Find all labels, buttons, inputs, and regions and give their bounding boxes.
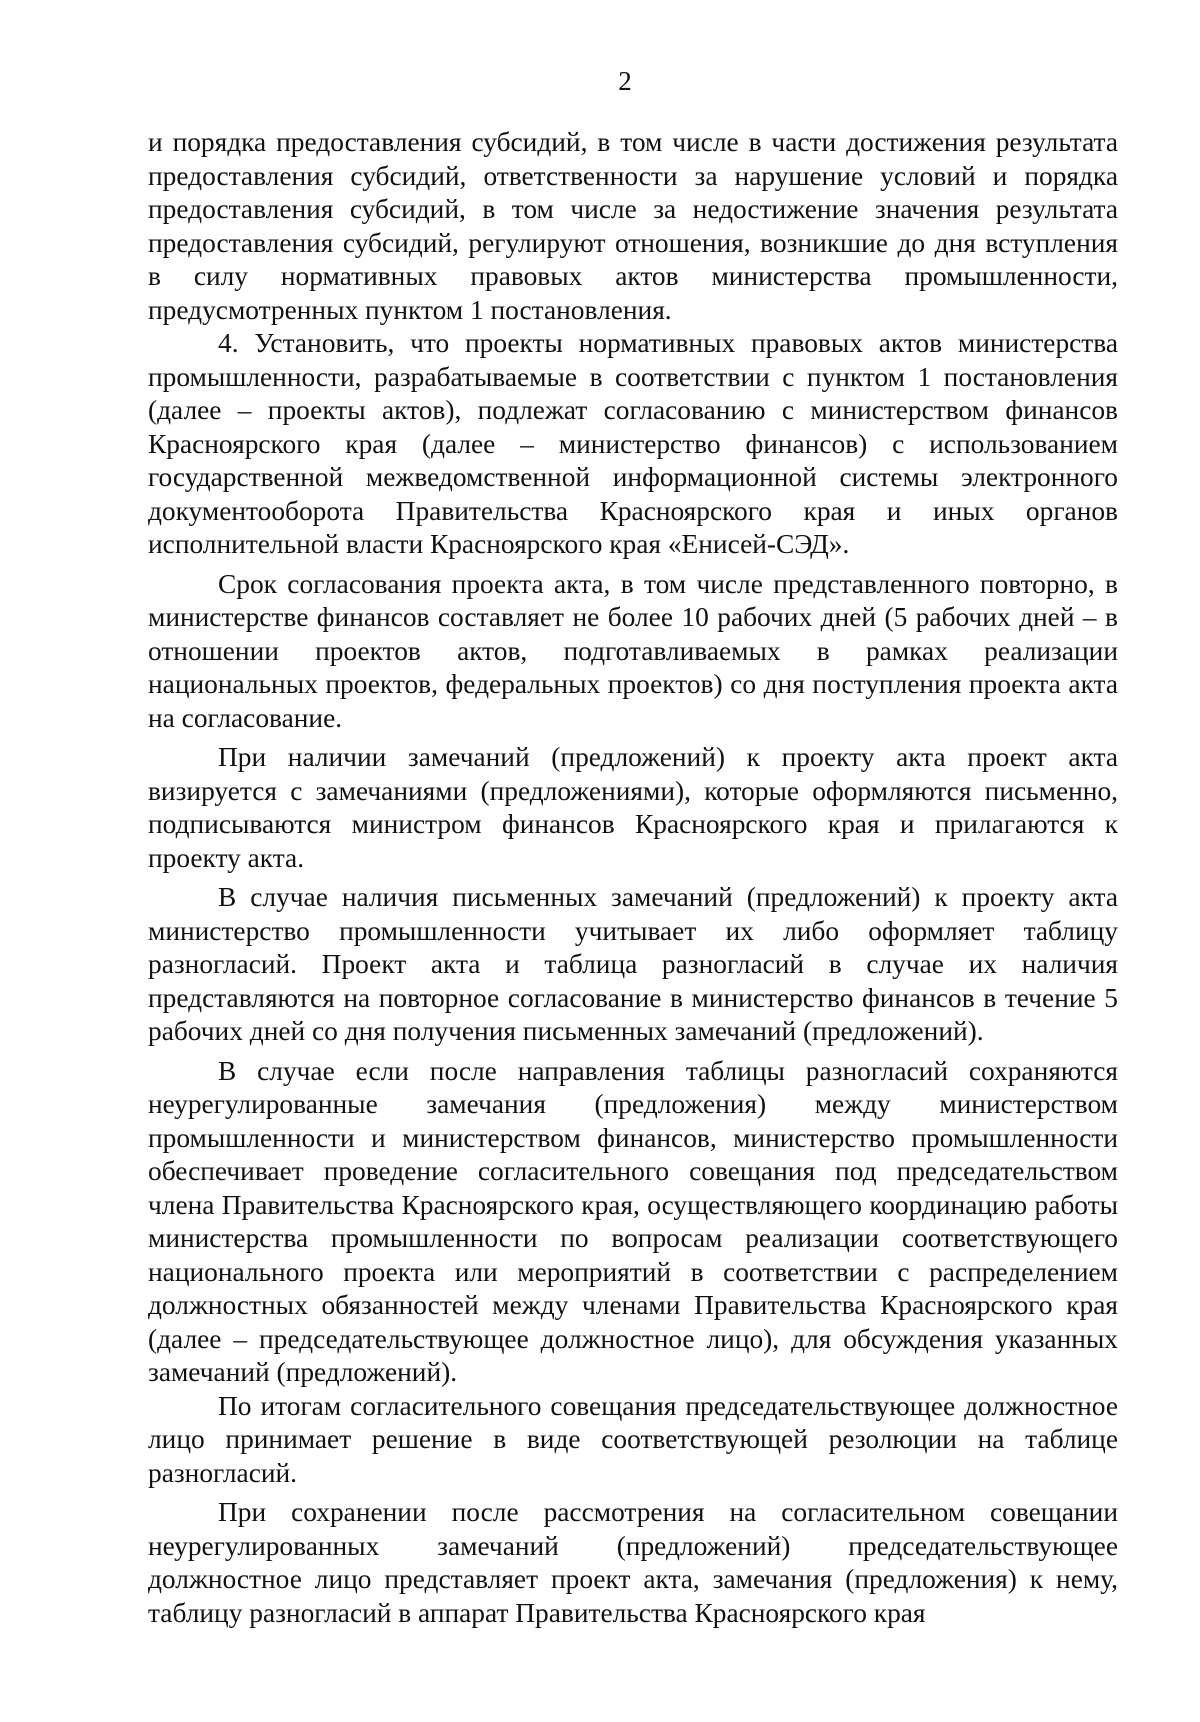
paragraph-remarks: При наличии замечаний (предложений) к проекту акта проект акта визируется с замечаниями (предложениями), которые оформляются письменно, подписываются министром финансов Красноярского края и прилагаются к проекту акта.: [148, 742, 1118, 873]
document-body: [148, 126, 1118, 1630]
paragraph-approval-term: Срок согласования проекта акта, в том числе представленного повторно, в министерстве финансов составляет не более 10 рабочих дней (5 рабочих дней – в отношении проектов актов, подготавливаемых в рамках реализации национальных проектов, федеральных проектов) со дня поступления проекта акта на согласование.: [148, 568, 1118, 733]
paragraph-disagreements: В случае если после направления таблицы разногласий сохраняются неурегулированные замечания (предложения) между министерством промышленности и министерством финансов, министерство промышленности обеспечивает проведение согласительного совещания под председательством члена Правительства Красноярского края, осуществляющего координацию работы министерства промышленности по вопросам реализации соответствующего национального проекта или мероприятий в соответствии с распределением должностных обязанностей между членами Правительства Красноярского края (далее – председательствующее должностное лицо), для обсуждения указанных замечаний (предложений).: [148, 1055, 1118, 1387]
paragraph-continuation: и порядка предоставления субсидий, в том числе в части достижения результата предоставления субсидий, ответственности за нарушение условий и порядка предоставления субсидий, в том числе за недостижение значения результата предоставления субсидий, регулируют отношения, возникшие до дня вступления в силу нормативных правовых актов министерства промышленности, предусмотренных пунктом 1 постановления.: [148, 127, 1118, 325]
paragraph-meeting-results: По итогам согласительного совещания председательствующее должностное лицо принимает решение в виде соответствующей резолюции на таблице разногласий.: [148, 1390, 1118, 1488]
paragraph-unresolved-remarks: При сохранении после рассмотрения на согласительном совещании неурегулированных замечаний (предложений) председательствующее должностное лицо представляет проект акта, замечания (предложения) к нему, таблицу разногласий в аппарат Правительства Красноярского края: [148, 1497, 1118, 1628]
paragraph-written-remarks: В случае наличия письменных замечаний (предложений) к проекту акта министерство промышленности учитывает их либо оформляет таблицу разногласий. Проект акта и таблица разногласий в случае их наличия представляются на повторное согласование в министерство финансов в течение 5 рабочих дней со дня получения письменных замечаний (предложений).: [148, 882, 1118, 1046]
paragraph-item-4: 4. Установить, что проекты нормативных правовых актов министерства промышленности, разрабатываемые в соответствии с пунктом 1 постановления (далее – проекты актов), подлежат согласованию с министерством финансов Красноярского края (далее – министерство финансов) с использованием государственной межведомственной информационной системы электронного документооборота Правительства Красноярского края и иных органов исполнительной власти Красноярского края «Енисей-СЭД».: [148, 328, 1118, 559]
page-number: 2: [618, 66, 632, 96]
